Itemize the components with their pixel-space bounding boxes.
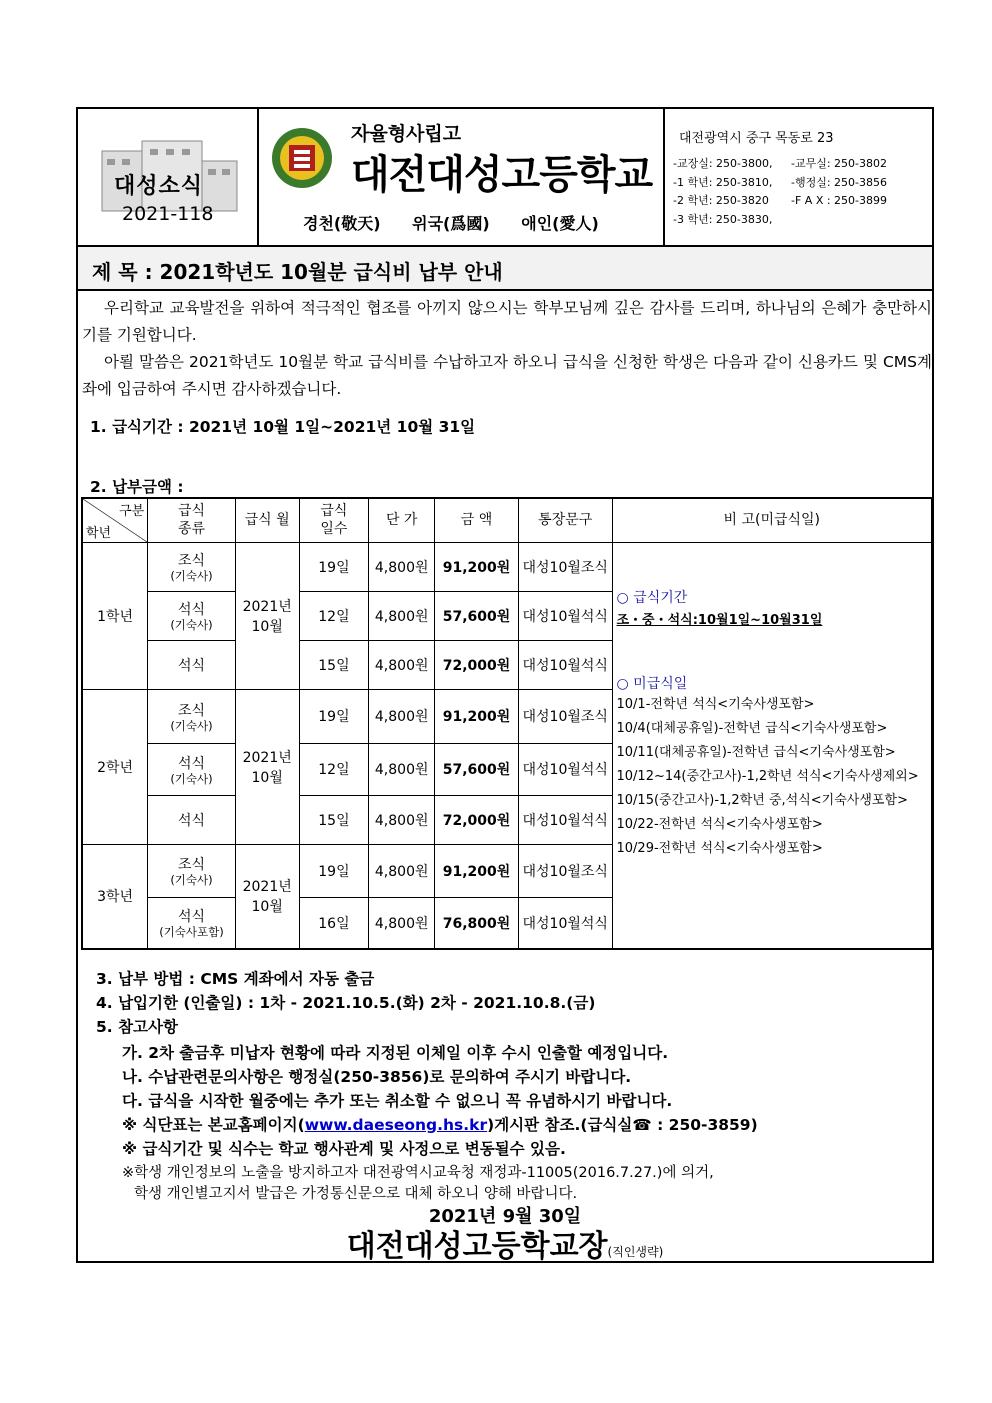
- meal-type: 석식: [177, 909, 205, 926]
- subject-title: 제 목 : 2021학년도 10월분 급식비 납부 안내: [92, 260, 503, 284]
- skip-heading: ○ 미급식일: [616, 675, 688, 692]
- meal-type: 조식: [177, 553, 205, 569]
- note-change: ※ 급식기간 및 식수는 학교 행사관계 및 사정으로 변동될수 있음.: [122, 1140, 566, 1158]
- unit-cell: 4,800원: [369, 689, 435, 743]
- school-name: 대전대성고등학교: [351, 152, 653, 198]
- days-cell: 15일: [299, 795, 369, 844]
- meal-type-cell: [148, 844, 236, 897]
- meal-type-cell: 석식: [148, 795, 236, 844]
- memo-cell: 대성10월석식: [518, 591, 612, 640]
- menu-text-pre: ※ 식단표는 본교홈페이지(: [122, 1116, 305, 1134]
- meal-type-cell: [148, 542, 236, 591]
- period-heading: ○ 급식기간: [616, 589, 688, 606]
- amount-cell: 91,200원: [435, 689, 519, 743]
- header-days: 급식 일수: [299, 498, 369, 542]
- school-address: 대전광역시 중구 목동로 23: [679, 131, 834, 146]
- days-cell: 19일: [299, 542, 369, 591]
- motto-item: 경천(敬天): [303, 214, 381, 233]
- school-emblem-icon: [267, 123, 337, 193]
- days-cell: 19일: [299, 689, 369, 743]
- header-note: 비 고(미급식일): [612, 498, 932, 542]
- memo-cell: 대성10월조식: [518, 689, 612, 743]
- unit-cell: 4,800원: [369, 542, 435, 591]
- notice-frame: [76, 107, 934, 1263]
- phone-entry: -3 학년: 250-3830,: [673, 212, 773, 226]
- signer-name: 대전대성고등학교장: [346, 1229, 608, 1264]
- memo-cell: 대성10월조식: [518, 844, 612, 897]
- unit-cell: 4,800원: [369, 591, 435, 640]
- note-menu: [122, 1113, 758, 1135]
- meal-sub: (기숙사): [170, 873, 213, 887]
- intro-paragraph: 아뢸 말씀은 2021학년도 10월분 학교 급식비를 수납하고자 하오니 급식을 신청한 학생은 다음과 같이 신용카드 및 CMS계좌에 입금하여 주시면 감사하겠습니다.: [82, 353, 932, 398]
- meal-type: 석식: [177, 755, 205, 772]
- days-cell: 19일: [299, 844, 369, 897]
- meal-type-cell: [148, 743, 236, 795]
- grade-cell: 3학년: [82, 844, 148, 949]
- month-cell: 2021년 10월: [235, 844, 299, 949]
- meal-sub: (기숙사): [170, 718, 213, 733]
- newsletter-title: 대성소식: [114, 174, 204, 199]
- note-content: [613, 543, 932, 861]
- meal-type: 조식: [177, 857, 205, 873]
- memo-cell: 대성10월조식: [518, 542, 612, 591]
- phone-list: [673, 155, 887, 229]
- skip-day: 10/11(대체공휴일)-전학년 급식<기숙사생포함>: [616, 744, 896, 760]
- note-privacy-1: ※학생 개인정보의 노출을 방지하고자 대전광역시교육청 재정과-11005(2016.7.27.)에 의거,: [122, 1165, 714, 1181]
- memo-cell: 대성10월석식: [518, 743, 612, 795]
- grade-cell: 1학년: [82, 542, 148, 689]
- note-privacy-2: 학생 개인별고지서 발급은 가정통신문으로 대체 하오니 양해 바랍니다.: [134, 1186, 578, 1202]
- note-na: 나. 수납관련문의사항은 행정실(250-3856)로 문의하여 주시기 바랍니다.: [122, 1068, 632, 1086]
- unit-cell: 4,800원: [369, 743, 435, 795]
- intro-paragraph: 우리학교 교육발전을 위하여 적극적인 협조를 아끼지 않으시는 학부모님께 깊은 감사를 드리며, 하나님의 은혜가 충만하시기를 기원합니다.: [82, 299, 932, 344]
- unit-cell: 4,800원: [369, 897, 435, 949]
- skip-day: 10/29-전학년 석식<기숙사생포함>: [616, 840, 823, 856]
- newsletter-block: [78, 109, 259, 245]
- memo-cell: 대성10월석식: [518, 897, 612, 949]
- note-da: 다. 급식을 시작한 월중에는 추가 또는 취소할 수 없으니 꼭 유념하시기 바랍니다.: [122, 1092, 673, 1110]
- meal-type-cell: [148, 689, 236, 743]
- header-month: 급식 월: [235, 498, 299, 542]
- days-cell: 16일: [299, 897, 369, 949]
- memo-cell: 대성10월석식: [518, 640, 612, 689]
- table-row: [82, 542, 932, 591]
- unit-cell: 4,800원: [369, 640, 435, 689]
- unit-cell: 4,800원: [369, 795, 435, 844]
- days-cell: 12일: [299, 591, 369, 640]
- meal-sub: (기숙사포함): [159, 925, 224, 940]
- motto-item: 애인(愛人): [521, 214, 599, 233]
- meal-type: 조식: [177, 702, 205, 719]
- amount-cell: 91,200원: [435, 844, 519, 897]
- meal-sub: (기숙사): [170, 771, 213, 786]
- school-type: 자율형사립고: [351, 123, 462, 145]
- phone-entry: -교무실: 250-3802: [791, 157, 888, 170]
- amount-cell: 57,600원: [435, 591, 519, 640]
- amount-cell: 72,000원: [435, 640, 519, 689]
- corner-header: [82, 498, 148, 542]
- section-deadline: 4. 납입기한 (인출일) : 1차 - 2021.10.5.(화) 2차 - 2021.10.8.(금): [96, 994, 596, 1012]
- letterhead: [78, 109, 932, 247]
- motto-item: 위국(爲國): [412, 214, 490, 233]
- skip-day: 10/15(중간고사)-1,2학년 중,석식<기숙사생포함>: [616, 792, 908, 808]
- month-cell: 2021년 10월: [235, 689, 299, 844]
- section-notes: 5. 참고사항: [96, 1018, 178, 1036]
- section-payment-method: 3. 납부 방법 : CMS 계좌에서 자동 출금: [96, 970, 375, 988]
- contact-block: [665, 109, 932, 245]
- meal-type-cell: [148, 897, 236, 949]
- corner-bottom-label: 학년: [86, 525, 112, 541]
- section-meal-period: 1. 급식기간 : 2021년 10월 1일~2021년 10월 31일: [90, 418, 476, 436]
- phone-entry: -1 학년: 250-3810,: [673, 175, 773, 189]
- signature-block: [78, 1221, 932, 1265]
- corner-top-label: 구분: [119, 504, 145, 519]
- skip-day: 10/22-전학년 석식<기숙사생포함>: [616, 816, 823, 832]
- homepage-link[interactable]: www.daeseong.hs.kr: [304, 1116, 488, 1134]
- header-meal-type: 급식 종류: [148, 498, 236, 542]
- note-cell: [612, 542, 932, 949]
- school-block: [259, 109, 665, 245]
- newsletter-number: 2021-118: [122, 203, 214, 225]
- meal-type-cell: [148, 591, 236, 640]
- grade-cell: 2학년: [82, 689, 148, 844]
- period-value: 조・중・석식:10월1일~10월31일: [616, 612, 823, 628]
- section-payment-amount: 2. 납부금액 :: [90, 478, 184, 496]
- subject-bar: [78, 247, 932, 291]
- seal-note: (직인생략): [607, 1245, 664, 1259]
- days-cell: 15일: [299, 640, 369, 689]
- skip-day: 10/12~14(중간고사)-1,2학년 석식<기숙사생제외>: [616, 768, 919, 784]
- meal-sub: (기숙사): [170, 569, 213, 583]
- phone-entry: -행정실: 250-3856: [791, 175, 888, 189]
- meal-sub: (기숙사): [170, 618, 213, 632]
- table-header-row: [82, 498, 932, 542]
- phone-entry: -2 학년: 250-3820: [673, 194, 769, 207]
- header-memo: 통장문구: [518, 498, 612, 542]
- school-motto: [303, 211, 625, 234]
- amount-cell: 72,000원: [435, 795, 519, 844]
- header-amount: 금 액: [435, 498, 519, 542]
- phone-entry: -교장실: 250-3800,: [673, 157, 773, 170]
- month-cell: 2021년 10월: [235, 542, 299, 689]
- amount-cell: 57,600원: [435, 743, 519, 795]
- header-unit-price: 단 가: [369, 498, 435, 542]
- amount-cell: 76,800원: [435, 897, 519, 949]
- amount-cell: 91,200원: [435, 542, 519, 591]
- issue-date: 2021년 9월 30일: [428, 1206, 582, 1227]
- skip-day: 10/4(대체공휴일)-전학년 급식<기숙사생포함>: [616, 720, 888, 736]
- skip-day: 10/1-전학년 석식<기숙사생포함>: [616, 696, 815, 712]
- meal-type: 석식: [177, 602, 205, 618]
- menu-text-post: )게시판 참조.(급식실☎ : 250-3859): [487, 1116, 758, 1134]
- fee-table: [81, 497, 933, 950]
- phone-entry: -F A X : 250-3899: [791, 194, 888, 207]
- meal-type-cell: 석식: [148, 640, 236, 689]
- days-cell: 12일: [299, 743, 369, 795]
- memo-cell: 대성10월석식: [518, 795, 612, 844]
- note-ga: 가. 2차 출금후 미납자 현황에 따라 지정된 이체일 이후 수시 인출할 예정입니다.: [122, 1044, 669, 1062]
- unit-cell: 4,800원: [369, 844, 435, 897]
